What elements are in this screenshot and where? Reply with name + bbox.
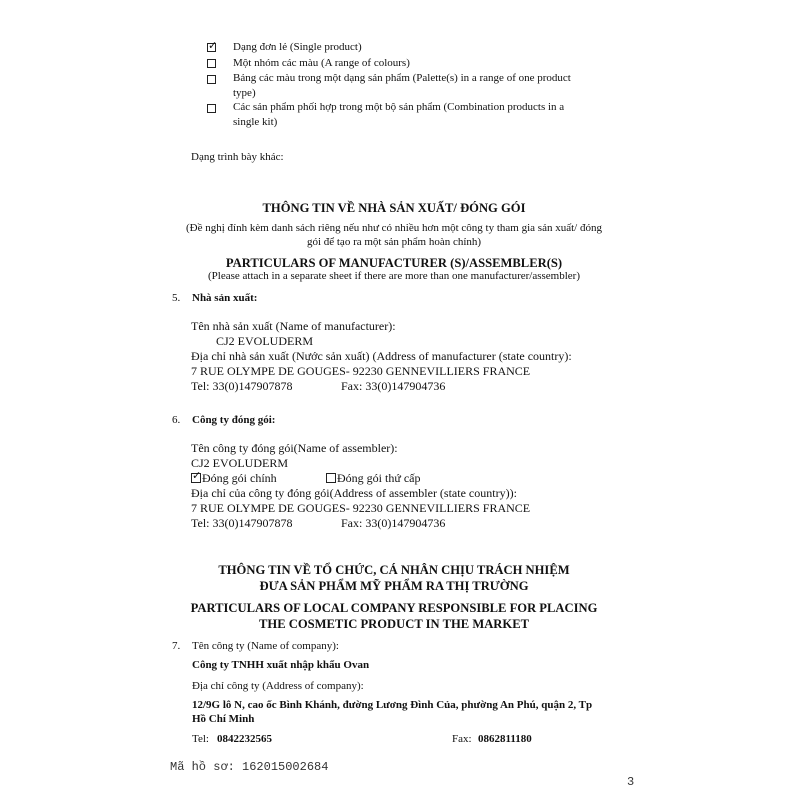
item5-name-value: CJ2 EVOLUDERM	[216, 334, 314, 348]
item7-address-line2: Hồ Chí Minh	[192, 713, 255, 725]
manufacturer-note-vi-line2: gói để tạo ra một sản phẩm hoàn chỉnh)	[306, 236, 482, 248]
checkbox-palette[interactable]	[207, 75, 216, 84]
item7-address-line1: 12/9G lô N, cao ốc Bình Khánh, đường Lương Đình Của, phường An Phú, quận 2, Tp	[192, 699, 593, 711]
checkbox-range-of-colours[interactable]	[207, 59, 216, 68]
checkbox-secondary-assembly[interactable]	[326, 473, 336, 483]
manufacturer-title-vi: THÔNG TIN VỀ NHÀ SẢN XUẤT/ ĐÓNG GÓI	[262, 201, 526, 215]
item6-tel: Tel: 33(0)147907878	[191, 516, 293, 530]
checkbox-single-product[interactable]	[207, 43, 216, 52]
item7-name-value: Công ty TNHH xuất nhập khẩu Ovan	[192, 659, 370, 671]
item5-number: 5.	[172, 292, 181, 304]
other-presentation-label: Dạng trình bày khác:	[191, 151, 284, 163]
page-number: 3	[627, 775, 635, 789]
item5-tel: Tel: 33(0)147907878	[191, 379, 293, 393]
item7-address-label: Địa chỉ công ty (Address of company):	[192, 680, 364, 692]
option-palette-label-line2: type)	[233, 87, 256, 99]
checkbox-primary-assembly[interactable]	[191, 473, 201, 483]
item6-address-value: 7 RUE OLYMPE DE GOUGES- 92230 GENNEVILLIERS FRANCE	[191, 501, 531, 515]
item6-name-label: Tên công ty đóng gói(Name of assembler):	[191, 441, 398, 455]
record-code: Mã hồ sơ: 162015002684	[170, 760, 329, 774]
option-palette-label-line1: Bảng các màu trong một dạng sản phẩm (Palette(s) in a range of one product	[233, 72, 571, 84]
option-combination-label-line1: Các sản phẩm phối hợp trong một bộ sản phẩm (Combination products in a	[233, 101, 565, 113]
item5-name-label: Tên nhà sản xuất (Name of manufacturer):	[191, 319, 396, 333]
item5-address-value: 7 RUE OLYMPE DE GOUGES- 92230 GENNEVILLIERS FRANCE	[191, 364, 531, 378]
manufacturer-note-vi-line1: (Đề nghị đính kèm danh sách riêng nếu như có nhiều hơn một công ty tham gia sản xuất/ đóng	[186, 222, 602, 234]
item6-primary-assembly	[191, 471, 277, 486]
local-title-vi-line1: THÔNG TIN VỀ TỔ CHỨC, CÁ NHÂN CHỊU TRÁCH NHIỆM	[218, 563, 570, 577]
item7-tel-value: 0842232565	[217, 733, 272, 745]
local-title-en-line2: THE COSMETIC PRODUCT IN THE MARKET	[259, 617, 529, 631]
option-combination-label-line2: single kit)	[233, 116, 278, 128]
item7-tel-label: Tel:	[192, 733, 209, 745]
secondary-assembly-label: Đóng gói thứ cấp	[337, 471, 421, 485]
item7-fax-value: 0862811180	[478, 733, 532, 745]
item6-number: 6.	[172, 414, 181, 426]
checkbox-combination-kit[interactable]	[207, 104, 216, 113]
local-title-vi-line2: ĐƯA SẢN PHẨM MỸ PHẨM RA THỊ TRƯỜNG	[259, 579, 529, 593]
item5-address-label: Địa chỉ nhà sản xuất (Nước sản xuất) (Address of manufacturer (state country):	[191, 349, 572, 363]
item7-fax-label: Fax:	[452, 733, 472, 745]
item6-heading: Công ty đóng gói:	[192, 414, 276, 426]
item6-secondary-assembly	[326, 471, 421, 486]
item6-name-value: CJ2 EVOLUDERM	[191, 456, 289, 470]
item5-heading: Nhà sản xuất:	[192, 292, 258, 304]
item6-address-label: Địa chỉ của công ty đóng gói(Address of assembler (state country)):	[191, 486, 517, 500]
manufacturer-note-en: (Please attach in a separate sheet if there are more than one manufacturer/assembler)	[208, 270, 580, 282]
item7-number: 7.	[172, 640, 181, 652]
option-range-of-colours-label: Một nhóm các màu (A range of colours)	[233, 57, 410, 69]
primary-assembly-label: Đóng gói chính	[202, 471, 277, 485]
manufacturer-title-en: PARTICULARS OF MANUFACTURER (S)/ASSEMBLER(S)	[225, 256, 563, 270]
item7-name-label: Tên công ty (Name of company):	[192, 640, 339, 652]
option-single-product-label: Dạng đơn lẻ (Single product)	[233, 41, 362, 53]
item5-fax: Fax: 33(0)147904736	[341, 379, 446, 393]
item6-fax: Fax: 33(0)147904736	[341, 516, 446, 530]
local-title-en-line1: PARTICULARS OF LOCAL COMPANY RESPONSIBLE FOR PLACING	[190, 601, 598, 615]
